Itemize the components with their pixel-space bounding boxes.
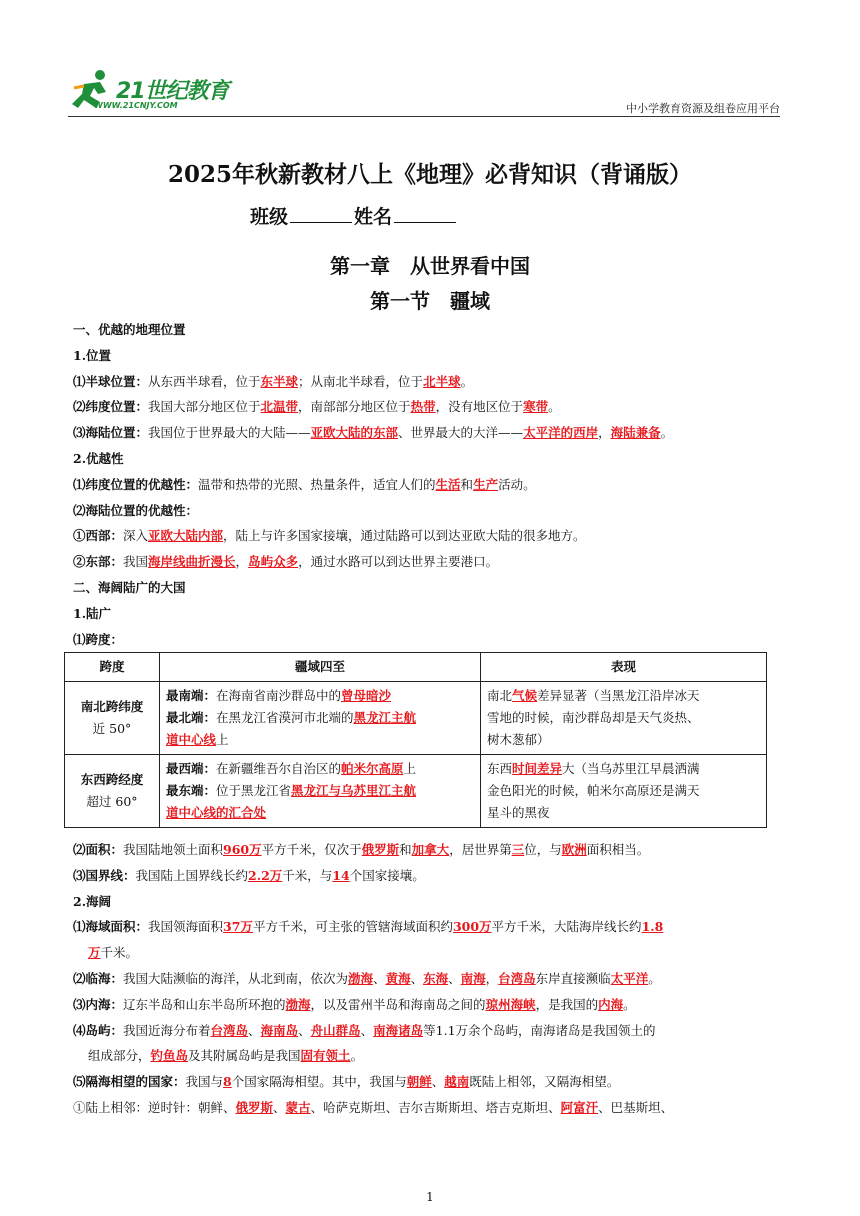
extent-cell <box>160 755 481 828</box>
text-line <box>73 425 793 441</box>
text-segment: 活动。 <box>498 476 536 492</box>
text-line <box>73 632 793 648</box>
key-term: 岛屿众多 <box>248 554 299 570</box>
key-term: 渤海 <box>348 971 374 986</box>
page-title: 2025年秋新教材八上《地理》必背知识（背诵版） <box>167 161 692 188</box>
text-segment: 。 <box>623 996 636 1012</box>
text-segment: 。 <box>460 373 474 389</box>
text-segment: 星斗的黑夜 <box>487 805 550 820</box>
text-segment: ， <box>235 554 249 570</box>
key-term: 960万 <box>223 842 262 857</box>
cell-line <box>487 780 760 802</box>
text-segment: 、巴基斯坦、 <box>598 1100 674 1115</box>
span-text: 南北跨纬度 <box>80 699 144 714</box>
text-segment: 我国与 <box>185 1074 224 1090</box>
key-term: 舟山群岛 <box>310 1022 361 1038</box>
key-term: 海南岛 <box>260 1022 299 1038</box>
text-segment: 在新疆维吾尔自治区的 <box>216 761 342 776</box>
text-segment: 上 <box>403 761 417 776</box>
text-segment: 我国位于世界最大的大陆—— <box>148 425 311 441</box>
key-term: 8 <box>223 1074 232 1090</box>
text-segment: ，以及雷州半岛和海南岛之间的 <box>310 996 486 1012</box>
span-text: 近 50° <box>92 721 132 736</box>
text-segment: 及其附属岛屿是我国 <box>188 1048 301 1064</box>
text-segment: 在黑龙江省漠河市北端的 <box>216 710 354 725</box>
text-segment: ，南部部分地区位于 <box>298 399 411 415</box>
text-segment: 上 <box>216 732 229 747</box>
span-text: 超过 60° <box>86 794 138 809</box>
key-term: 气候 <box>512 688 538 703</box>
text-segment: 、 <box>248 1022 261 1038</box>
text-segment: ；从南北半球看，位于 <box>298 373 424 389</box>
text-segment: 、 <box>360 1022 374 1038</box>
logo-text: 21世纪教育 <box>116 79 229 104</box>
text-line <box>73 399 793 415</box>
page-number: 1 <box>426 1190 434 1204</box>
text-line <box>73 1100 793 1116</box>
extent-cell <box>160 682 481 755</box>
key-term: 朝鲜 <box>406 1074 432 1090</box>
text-segment: 。 <box>350 1048 364 1064</box>
text-segment: ⑴纬度位置的优越性： <box>73 476 199 492</box>
text-segment: 我国陆地领土面积 <box>123 842 224 857</box>
text-segment: ⑶海陆位置： <box>73 425 149 441</box>
key-term: 南海诸岛 <box>373 1022 424 1038</box>
text-segment: 最南端： <box>166 688 217 703</box>
text-segment: 、 <box>273 1100 286 1115</box>
text-line <box>88 945 808 961</box>
text-segment: 等1.1万余个岛屿，南海诸岛是我国领土的 <box>423 1022 656 1038</box>
text-segment: 大（当乌苏里江早晨洒满 <box>562 761 700 776</box>
table-header: 跨度 <box>65 653 160 682</box>
performance-cell <box>481 755 767 828</box>
text-segment: 在海南省南沙群岛中的 <box>216 688 342 703</box>
key-term: 寒带 <box>523 399 549 415</box>
text-segment: ⑸隔海相望的国家： <box>73 1074 186 1090</box>
key-term: 琼州海峡 <box>485 996 536 1012</box>
text-line <box>73 842 793 858</box>
text-segment: 个国家接壤。 <box>349 867 425 883</box>
text-segment: ②东部： <box>73 554 124 570</box>
table-header-row <box>65 653 767 682</box>
key-term: 万 <box>88 945 101 961</box>
text-segment: 。 <box>548 399 561 415</box>
text-segment: ，没有地区位于 <box>435 399 524 415</box>
key-term: 亚欧大陆的东部 <box>310 425 399 441</box>
cell-line <box>487 707 760 729</box>
table-row <box>65 755 767 828</box>
text-segment: 既陆上相邻，又隔海相望。 <box>469 1074 620 1090</box>
key-term: 渤海 <box>285 996 311 1012</box>
text-line <box>88 1048 808 1064</box>
text-line <box>73 528 793 544</box>
cell-line <box>166 729 474 751</box>
class-blank <box>290 204 352 223</box>
text-line <box>73 580 793 596</box>
key-term: 帕米尔高原 <box>341 761 404 776</box>
text-segment: ①西部： <box>73 528 124 544</box>
chapter-title: 第一章 从世界看中国 <box>330 254 530 278</box>
cell-line <box>487 758 760 780</box>
text-segment: 最东端： <box>166 783 217 798</box>
key-term: 太平洋 <box>610 971 649 986</box>
key-term: 俄罗斯 <box>361 842 400 857</box>
text-line <box>73 606 793 622</box>
platform-name: 中小学教育资源及组卷应用平台 <box>626 102 780 115</box>
key-term: 1.8 <box>641 919 664 935</box>
text-segment: 温带和热带的光照、热量条件，适宜人们的 <box>198 476 436 492</box>
key-term: 蒙古 <box>285 1100 311 1115</box>
key-term: 37万 <box>223 919 253 935</box>
text-line <box>73 322 793 338</box>
key-term: 固有领土 <box>300 1048 351 1064</box>
text-line <box>73 554 793 570</box>
text-line <box>73 348 793 364</box>
text-segment: 。 <box>648 971 661 986</box>
span-cell <box>65 755 160 828</box>
cell-line <box>166 758 474 780</box>
text-segment: 二、海阔陆广的大国 <box>73 580 186 595</box>
cell-line <box>166 780 474 802</box>
text-segment: ，居世界第 <box>449 842 512 857</box>
text-segment: 平方千米，可主张的管辖海域面积约 <box>252 919 453 935</box>
text-segment: ⑷岛屿： <box>73 1022 124 1038</box>
text-segment: ⑴海域面积： <box>73 919 149 935</box>
cell-line <box>487 685 760 707</box>
text-segment: ⑵海陆位置的优越性： <box>73 502 199 518</box>
span-cell <box>65 682 160 755</box>
text-segment: 千米。 <box>100 945 139 961</box>
key-term: 北半球 <box>423 373 461 389</box>
text-segment: 2.优越性 <box>73 451 124 466</box>
text-segment: 、 <box>298 1022 311 1038</box>
text-segment: 我国大陆濒临的海洋，从北到南，依次为 <box>123 971 349 986</box>
key-term: 生产 <box>473 476 499 492</box>
key-term: 东海 <box>423 971 449 986</box>
key-term: 加拿大 <box>411 842 450 857</box>
text-segment: 1.陆广 <box>73 605 112 621</box>
key-term: 道中心线 <box>166 732 217 747</box>
key-term: 曾母暗沙 <box>341 688 392 703</box>
name-label: 姓名 <box>354 206 393 228</box>
key-term: 300万 <box>452 919 492 935</box>
text-segment: 最西端： <box>166 761 217 776</box>
section-title: 第一节 疆域 <box>370 289 490 313</box>
key-term: 东半球 <box>260 373 299 389</box>
class-label: 班级 <box>250 206 289 228</box>
text-segment: ⑴半球位置： <box>73 373 149 389</box>
text-segment: 、哈萨克斯坦、吉尔吉斯斯坦、塔吉克斯坦、 <box>310 1100 561 1115</box>
text-segment: 、 <box>373 971 386 986</box>
text-segment: 辽东半岛和山东半岛所环抱的 <box>123 996 286 1012</box>
text-line <box>73 451 793 467</box>
key-term: 黑龙江主航 <box>353 710 417 725</box>
text-segment: 平方千米，仅次于 <box>261 842 362 857</box>
text-segment: ， <box>485 971 499 986</box>
key-term: 越南 <box>444 1074 470 1090</box>
cell-line <box>487 729 760 751</box>
text-line <box>73 868 793 884</box>
key-term: 黄海 <box>385 971 411 986</box>
text-segment: ⑶内海： <box>73 996 124 1012</box>
text-segment: 、 <box>410 971 424 986</box>
text-segment: 我国陆上国界线长约 <box>135 867 249 883</box>
text-line <box>73 1074 793 1090</box>
key-term: 亚欧大陆内部 <box>148 528 224 544</box>
text-segment: 位于黑龙江省 <box>216 783 292 798</box>
logo <box>68 64 238 116</box>
text-segment: 深入 <box>123 528 149 544</box>
text-segment: ⑶国界线： <box>73 867 136 883</box>
key-term: 海陆兼备 <box>610 425 661 441</box>
text-segment: ，是我国的 <box>535 996 599 1012</box>
text-line <box>73 997 793 1013</box>
key-term: 俄罗斯 <box>235 1100 274 1115</box>
key-term: 海岸线曲折漫长 <box>148 554 236 570</box>
text-segment: 南北 <box>487 688 513 703</box>
key-term: 热带 <box>410 399 436 415</box>
text-line <box>73 477 793 493</box>
text-segment: ①陆上相邻：逆时针：朝鲜、 <box>73 1100 236 1115</box>
cell-line <box>166 707 474 729</box>
text-line <box>73 894 793 910</box>
text-segment: ⑵面积： <box>73 842 124 857</box>
text-segment: ，陆上与许多国家接壤，通过陆路可以到达亚欧大陆的很多地方。 <box>223 528 586 544</box>
key-term: 时间差异 <box>512 761 563 776</box>
text-segment: ⑵纬度位置： <box>73 399 149 415</box>
key-term: 钓鱼岛 <box>150 1048 189 1064</box>
text-segment: 和 <box>460 476 474 492</box>
table-header: 表现 <box>481 653 767 682</box>
text-segment: 位，与 <box>524 842 562 857</box>
text-segment: 我国大部分地区位于 <box>148 399 261 415</box>
text-segment: 树木葱郁） <box>487 732 550 747</box>
text-line <box>73 919 793 935</box>
key-term: 道中心线的汇合处 <box>166 805 267 820</box>
text-segment: 、 <box>431 1074 445 1090</box>
text-segment: 平方千米，大陆海岸线长约 <box>491 919 642 935</box>
text-line <box>73 503 793 519</box>
text-segment: 2.海阔 <box>73 893 112 909</box>
text-segment: 我国领海面积 <box>148 919 224 935</box>
span-table <box>64 652 767 828</box>
key-term: 内海 <box>598 996 624 1012</box>
text-segment: 1.位置 <box>73 347 112 363</box>
key-term: 太平洋的西岸 <box>523 425 599 441</box>
text-segment: 一、优越的地理位置 <box>73 322 186 337</box>
text-segment: 我国近海分布着 <box>123 1022 211 1038</box>
cell-line <box>166 802 474 824</box>
table-header: 疆域四至 <box>160 653 481 682</box>
text-segment: 东西 <box>487 761 513 776</box>
performance-cell <box>481 682 767 755</box>
key-term: 生活 <box>435 476 461 492</box>
text-segment: 和 <box>399 842 412 857</box>
text-segment: 雪地的时候，南沙群岛却是天气炎热、 <box>487 710 700 725</box>
key-term: 2.2万 <box>248 867 283 883</box>
key-term: 台湾岛 <box>498 971 536 986</box>
cell-line <box>487 802 760 824</box>
text-line <box>73 1023 793 1039</box>
text-segment: 个国家隔海相望。其中，我国与 <box>231 1074 407 1090</box>
text-segment: 、世界最大的大洋—— <box>398 425 524 441</box>
key-term: 阿富汗 <box>560 1100 599 1115</box>
key-term: 台湾岛 <box>210 1022 249 1038</box>
span-text: 东西跨经度 <box>80 772 144 787</box>
key-term: 南海 <box>460 971 486 986</box>
text-segment: ，通过水路可以到达世界主要港口。 <box>298 554 499 570</box>
text-segment: 面积相当。 <box>586 842 650 857</box>
text-segment: 、 <box>448 971 461 986</box>
text-segment: 千米，与 <box>282 867 333 883</box>
text-line <box>73 971 793 987</box>
text-segment: ， <box>598 425 611 441</box>
logo-url: WWW.21CNJY.COM <box>94 101 178 110</box>
key-term: 黑龙江与乌苏里江主航 <box>291 783 417 798</box>
text-line <box>73 374 793 390</box>
cell-line <box>166 685 474 707</box>
text-segment: ⑵临海： <box>73 971 124 986</box>
text-segment: ⑴跨度： <box>73 631 124 647</box>
table-row <box>65 682 767 755</box>
text-segment: 从东西半球看，位于 <box>148 373 261 389</box>
class-name-line <box>250 202 458 229</box>
name-blank <box>394 204 456 223</box>
key-term: 三 <box>511 842 525 857</box>
page-header <box>68 64 780 122</box>
text-segment: 差异显著（当黑龙江沿岸冰天 <box>537 688 700 703</box>
text-segment: 金色阳光的时候，帕米尔高原还是满天 <box>487 783 700 798</box>
text-segment: 。 <box>660 425 674 441</box>
text-segment: 最北端： <box>166 710 217 725</box>
key-term: 北温带 <box>260 399 299 415</box>
key-term: 14 <box>332 867 350 883</box>
text-segment: 组成部分， <box>88 1048 151 1064</box>
header-divider <box>68 116 780 117</box>
text-segment: 我国 <box>123 554 149 570</box>
key-term: 欧洲 <box>561 842 587 857</box>
text-segment: 东岸直接濒临 <box>535 971 611 986</box>
